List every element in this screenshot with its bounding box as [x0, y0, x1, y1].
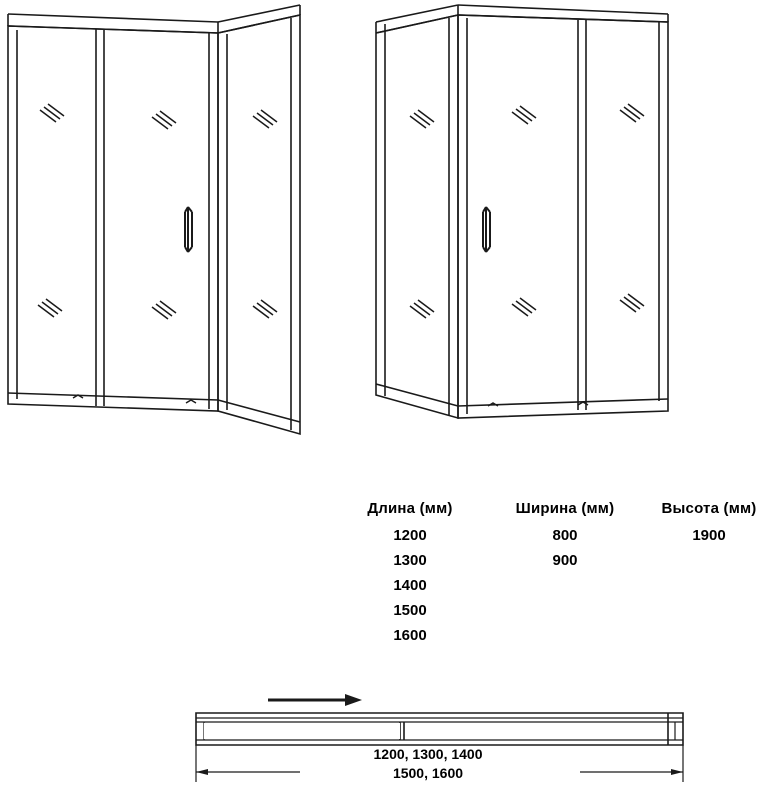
spec-value-length-1: 1200: [393, 527, 427, 544]
spec-value-length-5: 1600: [393, 627, 427, 644]
spec-column-width: [490, 500, 640, 573]
spec-table: [330, 500, 778, 648]
spec-value-length-3: 1400: [393, 577, 427, 594]
spec-value-width-1: 800: [552, 527, 578, 544]
spec-column-length: [330, 500, 490, 648]
dimension-caption-line2: 1500, 1600: [392, 765, 464, 781]
spec-header-length: Длина (мм): [367, 500, 453, 517]
dimension-caption: [258, 745, 598, 783]
spec-value-length-4: 1500: [393, 602, 427, 619]
spec-column-height: [640, 500, 778, 548]
spec-header-width: Ширина (мм): [515, 500, 615, 517]
spec-value-height-1: 1900: [692, 527, 726, 544]
spec-header-height: Высота (мм): [661, 500, 757, 517]
spec-value-length-2: 1300: [393, 552, 427, 569]
dimension-caption-line1: 1200, 1300, 1400: [373, 746, 483, 762]
spec-value-width-2: 900: [552, 552, 578, 569]
